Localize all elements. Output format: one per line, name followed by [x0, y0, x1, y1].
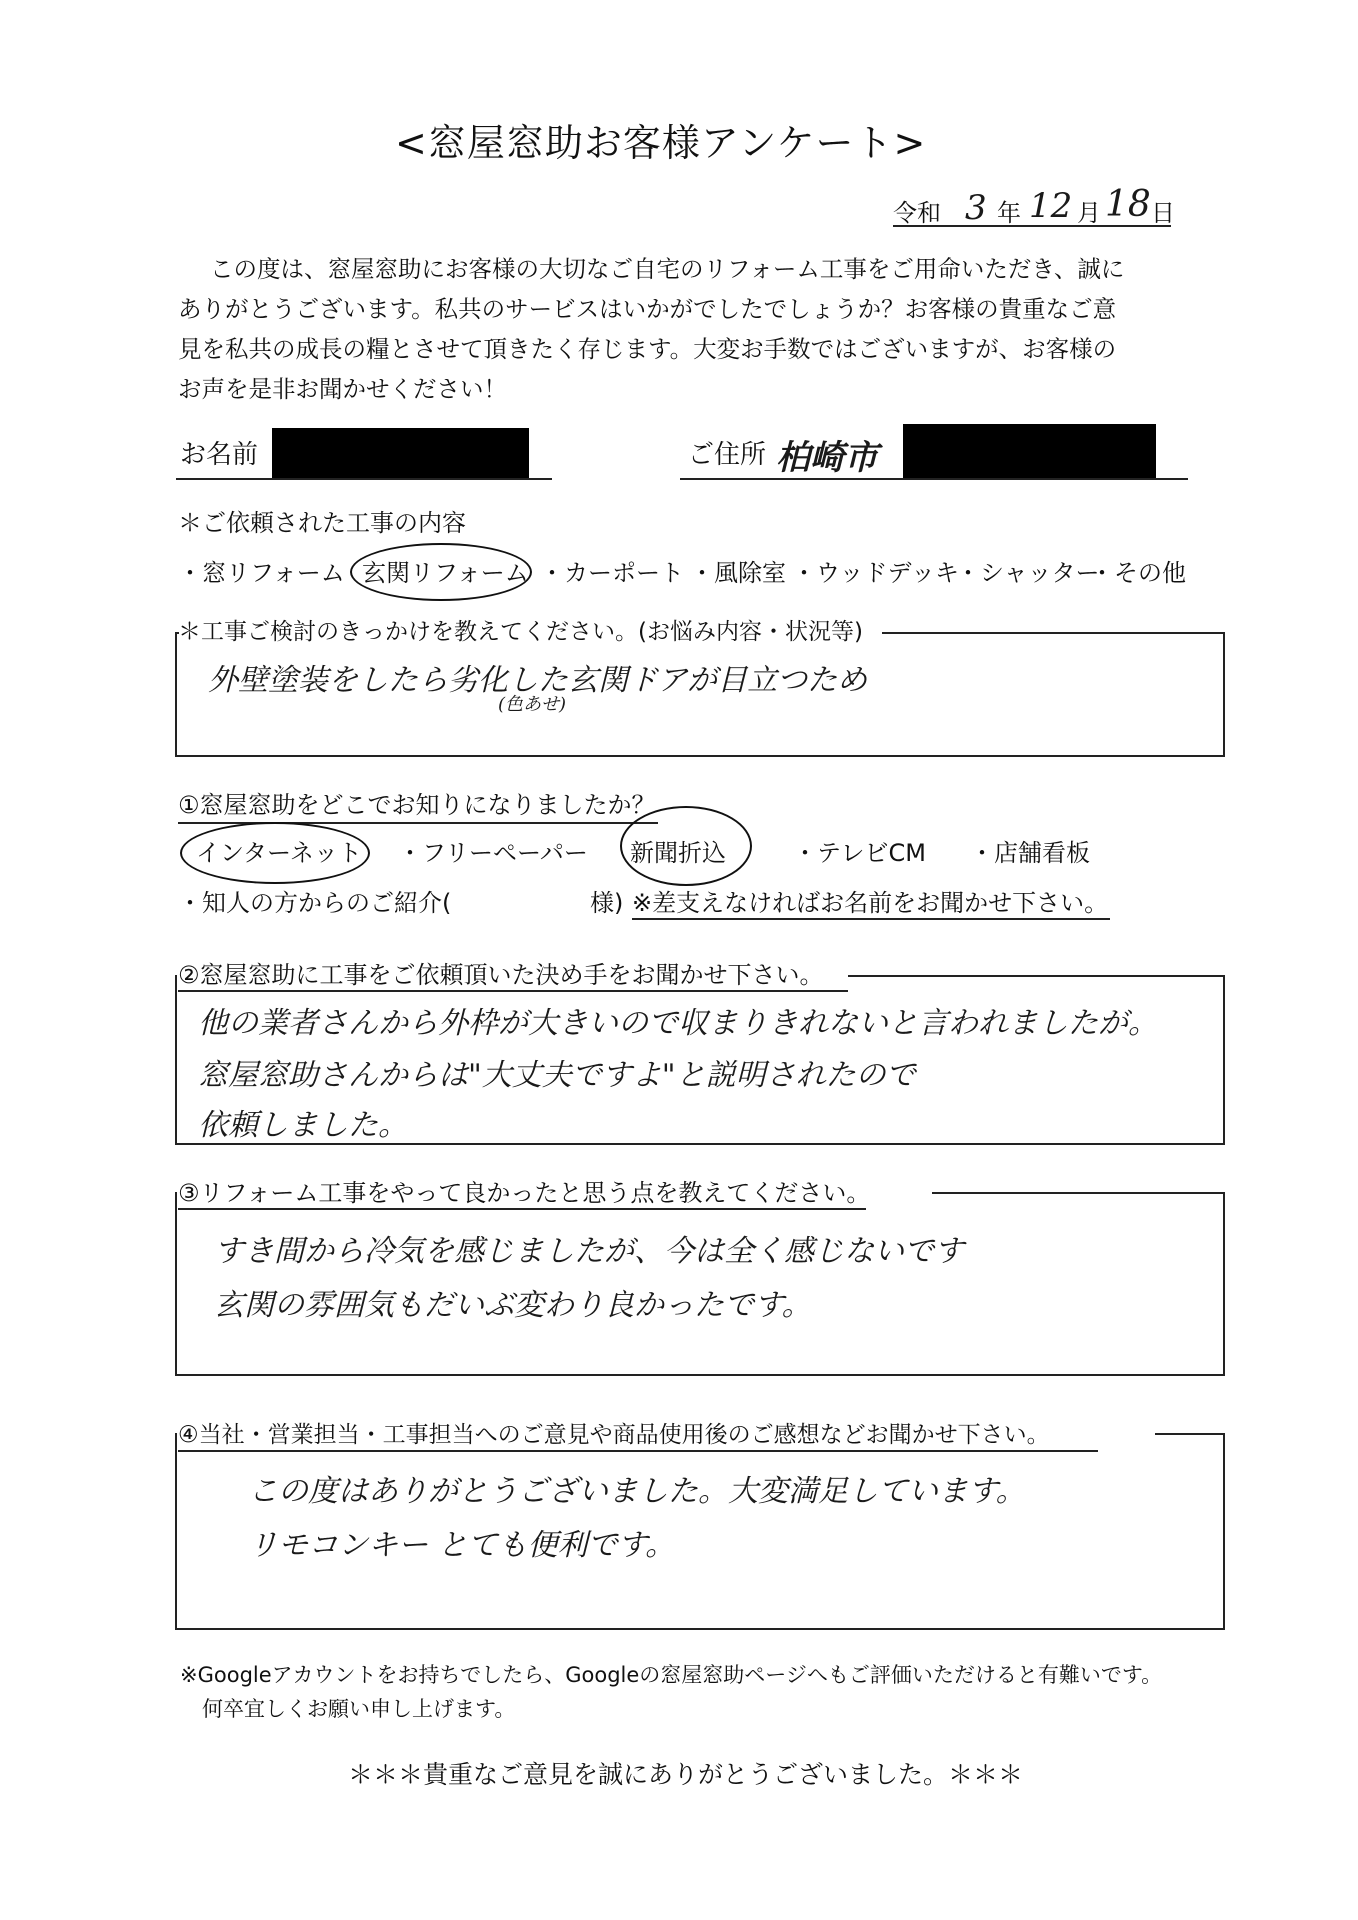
- work-option: ・シャッター: [956, 559, 1100, 587]
- q3-answer-line: すき間から冷気を感じましたが、今は全く感じないです: [214, 1234, 964, 1269]
- q3-box-top: [932, 1192, 1225, 1194]
- work-option: ・窓リフォーム: [178, 559, 345, 587]
- q1-option: ・テレビCM: [793, 839, 926, 867]
- date-underline: [893, 225, 1171, 227]
- trigger-note: (色あせ): [498, 694, 567, 715]
- q1-option: ・店舗看板: [970, 839, 1090, 867]
- q2-heading: ②窓屋窓助に工事をご依頼頂いた決め手をお聞かせ下さい。: [178, 961, 824, 989]
- page-title: <窓屋窓助お客様アンケート>: [395, 121, 927, 165]
- work-option: ・カーポート: [540, 559, 684, 587]
- address-label: ご住所: [688, 440, 767, 470]
- q1-option-selected: 新聞折込: [630, 839, 726, 867]
- q1-referral-note-underline: [632, 918, 1110, 920]
- q3-answer-line: 玄関の雰囲気もだいぶ変わり良かったです。: [214, 1288, 812, 1323]
- q1-referral: ・知人の方からのご紹介(: [178, 889, 452, 917]
- q1-option-selected: インターネット: [196, 839, 362, 867]
- footnote-line: ※Googleアカウントをお持ちでしたら、Googleの窓屋窓助ページへもご評価いただけると有難いです。: [180, 1663, 1163, 1687]
- closing-message: ＊＊＊貴重なご意見を誠にありがとうございました。＊＊＊: [348, 1760, 1024, 1789]
- date-era: 令和: [893, 199, 941, 227]
- name-label: お名前: [180, 440, 259, 470]
- intro-line: 見を私共の成長の糧とさせて頂きたく存じます。大変お手数ではございますが、お客様の: [178, 335, 1117, 363]
- q1-heading: ①窓屋窓助をどこでお知りになりましたか？: [178, 791, 656, 819]
- work-option: ・ウッドデッキ: [792, 559, 960, 587]
- work-option-selected: 玄関リフォーム: [362, 559, 529, 587]
- q2-box-top: [848, 975, 1225, 977]
- intro-line: ありがとうございます。私共のサービスはいかがでしたでしょうか？お客様の貴重なご意: [178, 295, 1117, 323]
- name-underline: [176, 478, 552, 480]
- q4-heading: ④当社・営業担当・工事担当へのご意見や商品使用後のご感想などお聞かせ下さい。: [178, 1422, 1050, 1448]
- selection-circle: [180, 822, 370, 884]
- address-underline: [680, 478, 1188, 480]
- q2-answer-line: 依頼しました。: [198, 1108, 408, 1143]
- selection-circle: [350, 543, 532, 601]
- name-redaction: [272, 428, 529, 478]
- q4-answer-line: リモコンキー とても便利です。: [248, 1528, 676, 1563]
- work-option: ・風除室: [690, 559, 786, 587]
- date-day-unit: 日: [1151, 199, 1175, 227]
- trigger-box-top-left: [175, 632, 179, 634]
- q3-heading: ③リフォーム工事をやって良かったと思う点を教えてください。: [178, 1179, 871, 1207]
- trigger-answer: 外壁塗装をしたら劣化した玄関ドアが目立つため: [208, 663, 868, 698]
- q2-answer-line: 他の業者さんから外枠が大きいので収まりきれないと言われましたが。: [198, 1006, 1158, 1041]
- selection-circle: [620, 806, 752, 886]
- q2-answer-line: 窓屋窓助さんからは"大丈夫ですよ"と説明されたので: [198, 1058, 916, 1093]
- address-value: 柏崎市: [776, 438, 878, 478]
- q1-referral-note: ※差支えなければお名前をお聞かせ下さい。: [632, 889, 1109, 917]
- intro-line: この度は、窓屋窓助にお客様の大切なご自宅のリフォーム工事をご用命いただき、誠に: [210, 255, 1125, 283]
- q1-option: ・フリーペーパー: [398, 839, 588, 867]
- date-year: 3: [965, 188, 987, 228]
- date-year-unit: 年: [997, 199, 1021, 227]
- date-month: 12: [1029, 186, 1073, 226]
- q4-answer-line: この度はありがとうございました。大変満足しています。: [248, 1474, 1026, 1509]
- trigger-box-top: [882, 632, 1225, 634]
- address-redaction: [903, 424, 1156, 478]
- intro-line: お声を是非お聞かせください！: [178, 375, 507, 403]
- q4-box-top: [1155, 1433, 1225, 1435]
- work-heading: ＊ご依頼された工事の内容: [178, 509, 466, 537]
- date-month-unit: 月: [1077, 199, 1101, 227]
- trigger-heading: ＊工事ご検討のきっかけを教えてください。(お悩み内容・状況等): [178, 619, 863, 645]
- work-option: ・その他: [1090, 559, 1186, 587]
- q1-referral-suffix: 様): [590, 889, 624, 917]
- date-day: 18: [1105, 184, 1151, 225]
- footnote-line: 何卒宜しくお願い申し上げます。: [202, 1697, 516, 1721]
